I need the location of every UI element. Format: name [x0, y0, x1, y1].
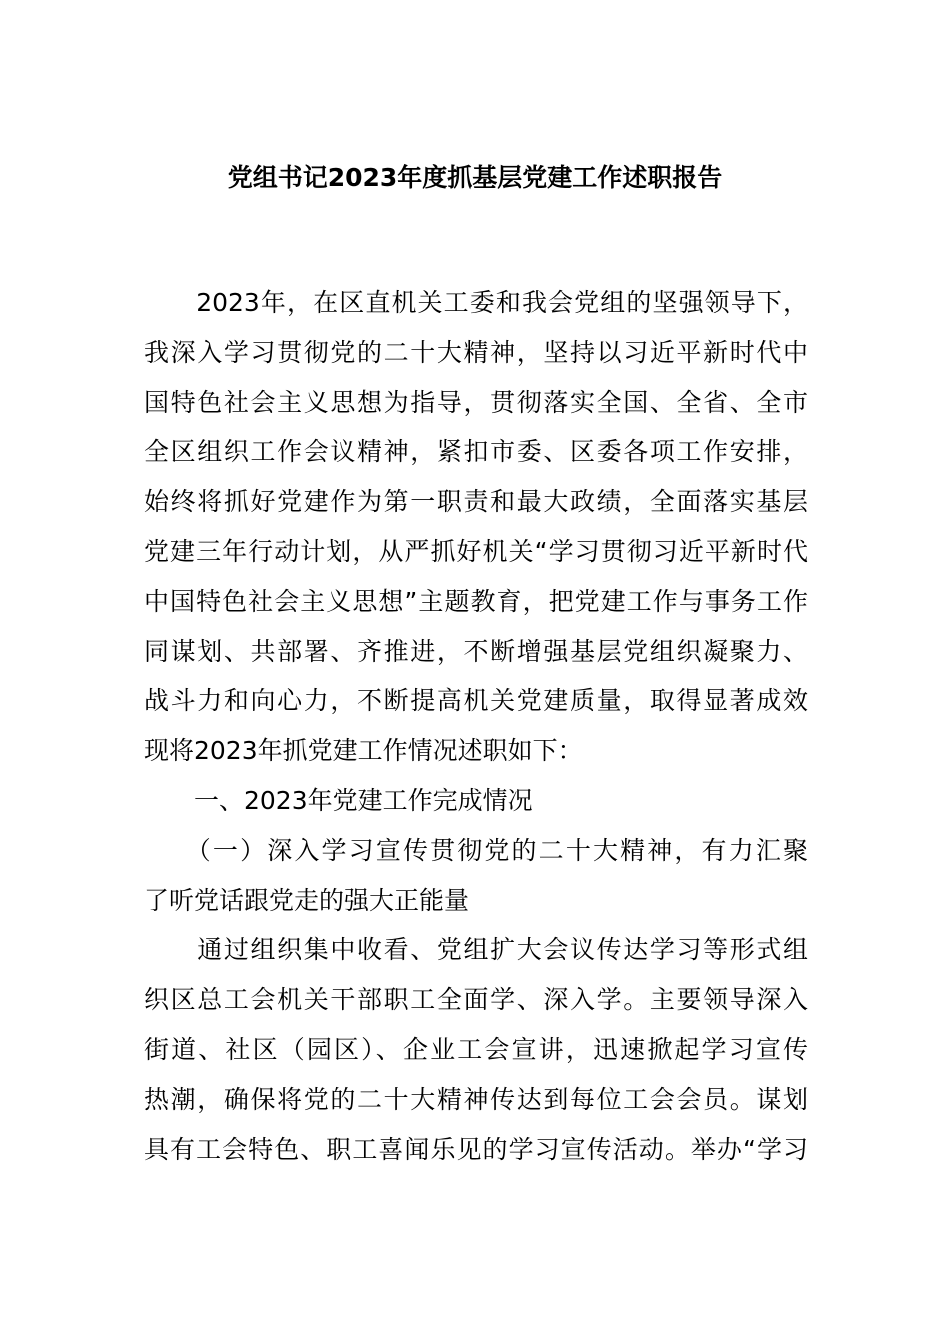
paragraph-line: 我深入学习贯彻党的二十大精神，坚持以习近平新时代中 [144, 337, 808, 367]
paragraph-line: 党建三年行动计划，从严抓好机关“学习贯彻习近平新时代 [144, 536, 808, 566]
paragraph-line: 战斗力和向心力，不断提高机关党建质量，取得显著成效 [144, 686, 808, 716]
paragraph-line: 热潮，确保将党的二十大精神传达到每位工会会员。谋划 [144, 1084, 808, 1114]
paragraph-line: 通过组织集中收看、党组扩大会议传达学习等形式组 [144, 935, 808, 965]
paragraph-line: 2023年，在区直机关工委和我会党组的坚强领导下， [144, 288, 808, 317]
paragraph-line: 织区总工会机关干部职工全面学、深入学。主要领导深入 [144, 985, 808, 1015]
paragraph-line: 国特色社会主义思想为指导，贯彻落实全国、全省、全市 [144, 387, 808, 417]
paragraph-line: 具有工会特色、职工喜闻乐见的学习宣传活动。举办“学习 [144, 1134, 808, 1164]
paragraph-line: 同谋划、共部署、齐推进，不断增强基层党组织凝聚力、 [144, 636, 808, 666]
paragraph-line: 一、2023年党建工作完成情况 [144, 785, 533, 815]
paragraph-line: 现将2023年抓党建工作情况述职如下： [144, 736, 583, 766]
paragraph-line: 了听党话跟党走的强大正能量 [144, 885, 470, 915]
document-body [144, 281, 808, 1177]
paragraph-line: 始终将抓好党建作为第一职责和最大政绩，全面落实基层 [144, 487, 808, 517]
paragraph-line: （一）深入学习宣传贯彻党的二十大精神，有力汇聚 [144, 835, 808, 865]
paragraph-line: 中国特色社会主义思想”主题教育，把党建工作与事务工作 [144, 586, 808, 616]
paragraph-line: 全区组织工作会议精神，紧扣市委、区委各项工作安排， [144, 437, 808, 467]
document-title: 党组书记2023年度抓基层党建工作述职报告 [227, 163, 723, 192]
paragraph-line: 街道、社区（园区）、企业工会宣讲，迅速掀起学习宣传 [144, 1034, 808, 1064]
